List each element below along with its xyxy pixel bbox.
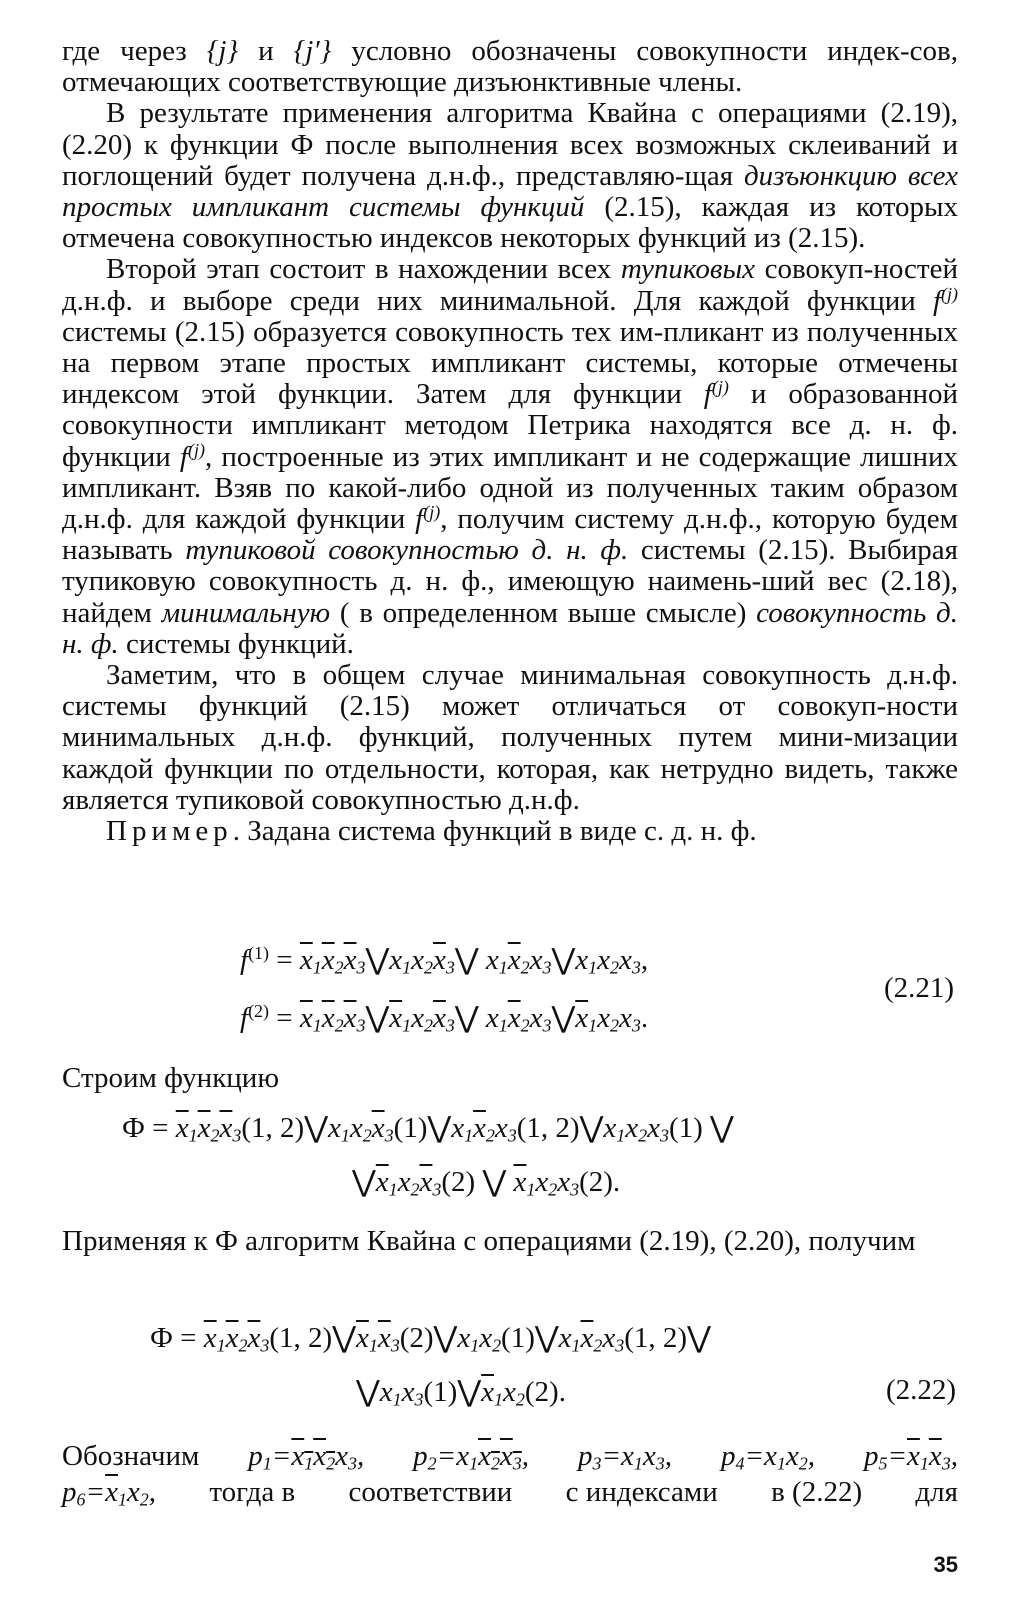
paragraph-4: Заметим, что в общем случае минимальная совокупность д.н.ф. системы функций (2.15) может отличаться от совокуп-ности минимальных д.н.ф. функций, полученных путем мини-мизации каждой функции по отдельности, которая, как нетрудно видеть, также является тупиковой совокупностью д.н.ф. xyxy=(62,659,958,816)
text-span: совокуп-ностей д.н.ф. и выборе среди них минимальной. Для каждой функции xyxy=(62,253,958,317)
body-text xyxy=(62,36,958,847)
text-span: , построенные из этих импликант и не содержащие лишних импликант. Взяв по какой-либо одной из полученных таким образом д.н.ф. для каждой функции xyxy=(62,440,958,536)
page-number: 35 xyxy=(933,1552,958,1577)
paragraph-7: Применяя к Ф алгоритм Квайна с операциями (2.19), (2.20), получим xyxy=(62,1225,916,1257)
italic-term: дизъюнкцию всех простых импликант системы функций xyxy=(62,159,958,224)
italic-term: тупиковой совокупностью д. н. ф. xyxy=(185,534,629,567)
paragraph-1 xyxy=(62,36,958,98)
text-span: тогда в xyxy=(209,1476,296,1508)
text-span: с индексами xyxy=(565,1476,718,1508)
definitions-line-1: Обозначим $p_1=x_1x_2x_3$, $p_2=x_1x_2x_3$, $p_3=x_1x_3$, $p_4=x_1x_2$, $p_5=\overline{x}_1\overline{x}_3$, xyxy=(62,1440,958,1474)
equation-number: (2.21) xyxy=(884,972,955,1004)
paragraph-6: Строим функцию xyxy=(62,1062,279,1094)
function-symbol: $f^{(j)}$ xyxy=(179,439,205,473)
text-span: в (2.22) xyxy=(771,1476,863,1508)
text-span: и xyxy=(238,35,294,67)
equation-phi-1: $Ф = \overline{x}_1\overline{x}_2\overline{x}_3(1$, $2)⋁x_1x_2\overline{x}_3(1)⋁x_1\overline{x}_2x_3(1$, $2)⋁x_1x_2x_3(1)$ ⋁ xyxy=(122,1112,734,1146)
function-symbol: $f^{(j)}$ xyxy=(703,377,729,411)
text-span: Второй этап состоит в нахождении всех xyxy=(106,253,621,286)
equation-phi-2: $⋁\overline{x}_1x_2\overline{x}_3(2)$ ⋁ $\overline{x}_1x_2x_3(2)$. xyxy=(352,1166,621,1200)
definitions-line-2: $p_6=\overline{x}_1x_2$, тогда в соответствии с индексами в (2.22) для xyxy=(62,1476,958,1510)
text-span: . Задана система функций в виде с. д. н. ф. xyxy=(232,815,757,848)
text-span: В результате применения алгоритма Квайна с операциями (2.19), (2.20) к функции Ф после выполнения всех возможных склеиваний и поглощений будет получена д.н.ф., представляю-щая xyxy=(62,97,958,192)
text-span: где через xyxy=(62,35,207,67)
italic-term: минимальную xyxy=(161,596,331,629)
text-span: системы (2.15). Выбирая тупиковую совокупность д. н. ф., имеющую наимень-ший вес (2.18), найдем xyxy=(62,534,958,629)
equation-phi-min-1: $Ф = \overline{x}_1\overline{x}_2\overline{x}_3(1$, $2)⋁\overline{x}_1\overline{x}_3(2)⋁x_1x_2(1)⋁x_1\overline{x}_2x_3(1$, 2)⋁ xyxy=(150,1322,711,1356)
text-span: для xyxy=(915,1476,958,1508)
text-span: ( в определенном выше смысле) xyxy=(330,596,757,629)
text-span: условно обозначены совокупности индек-сов, отмечающих соответствующие дизъюнктивные члены. xyxy=(62,35,958,99)
text-span: , получим систему д.н.ф., которую будем называть xyxy=(62,503,958,567)
equation-f2: $f^{(2)}$ = $\overline{x}_1\overline{x}_2\overline{x}_3⋁\overline{x}_1x_2\overline{x}_3⋁$ $x_1\overline{x}_2x_3⋁\overline{x}_1x_2x_3$. xyxy=(240,1001,649,1036)
text-span: и образованной совокупности импликант методом Петрика находятся все д. н. ф. функции xyxy=(62,378,958,473)
text-span: Обозначим xyxy=(62,1440,200,1472)
set-symbol: {j′} xyxy=(293,35,332,67)
text-span: (2.15), каждая из которых отмечена совокупностью индексов некоторых функций из (2.15). xyxy=(62,191,958,255)
text-span: системы функций. xyxy=(118,627,354,660)
example-heading xyxy=(62,816,958,847)
text-span: системы (2.15) образуется совокупность тех им-пликант из полученных на первом этапе простых импликант системы, которые отмечены индексом этой функции. Затем для функции xyxy=(62,315,958,411)
italic-term: совокупность д. н. ф. xyxy=(62,596,958,660)
equation-phi-min-2: $⋁x_1x_3(1)⋁\overline{x}_1x_2(2)$. xyxy=(356,1376,566,1410)
text-span: соответствии xyxy=(348,1476,513,1508)
equation-f1: $f^{(1)}$ = $\overline{x}_1\overline{x}_2\overline{x}_3⋁x_1x_2\overline{x}_3⋁$ $x_1\overline{x}_2x_3⋁x_1x_2x_3$, xyxy=(240,943,649,978)
paragraph-3 xyxy=(62,254,958,660)
example-label: Пример xyxy=(106,815,233,848)
paragraph-2 xyxy=(62,98,958,254)
equation-number: (2.22) xyxy=(886,1374,957,1406)
italic-term: тупиковых xyxy=(620,253,755,286)
function-symbol: $f^{(j)}$ xyxy=(415,502,441,536)
function-symbol: $f^{(j)}$ xyxy=(932,283,958,317)
set-symbol: {j} xyxy=(206,35,239,67)
